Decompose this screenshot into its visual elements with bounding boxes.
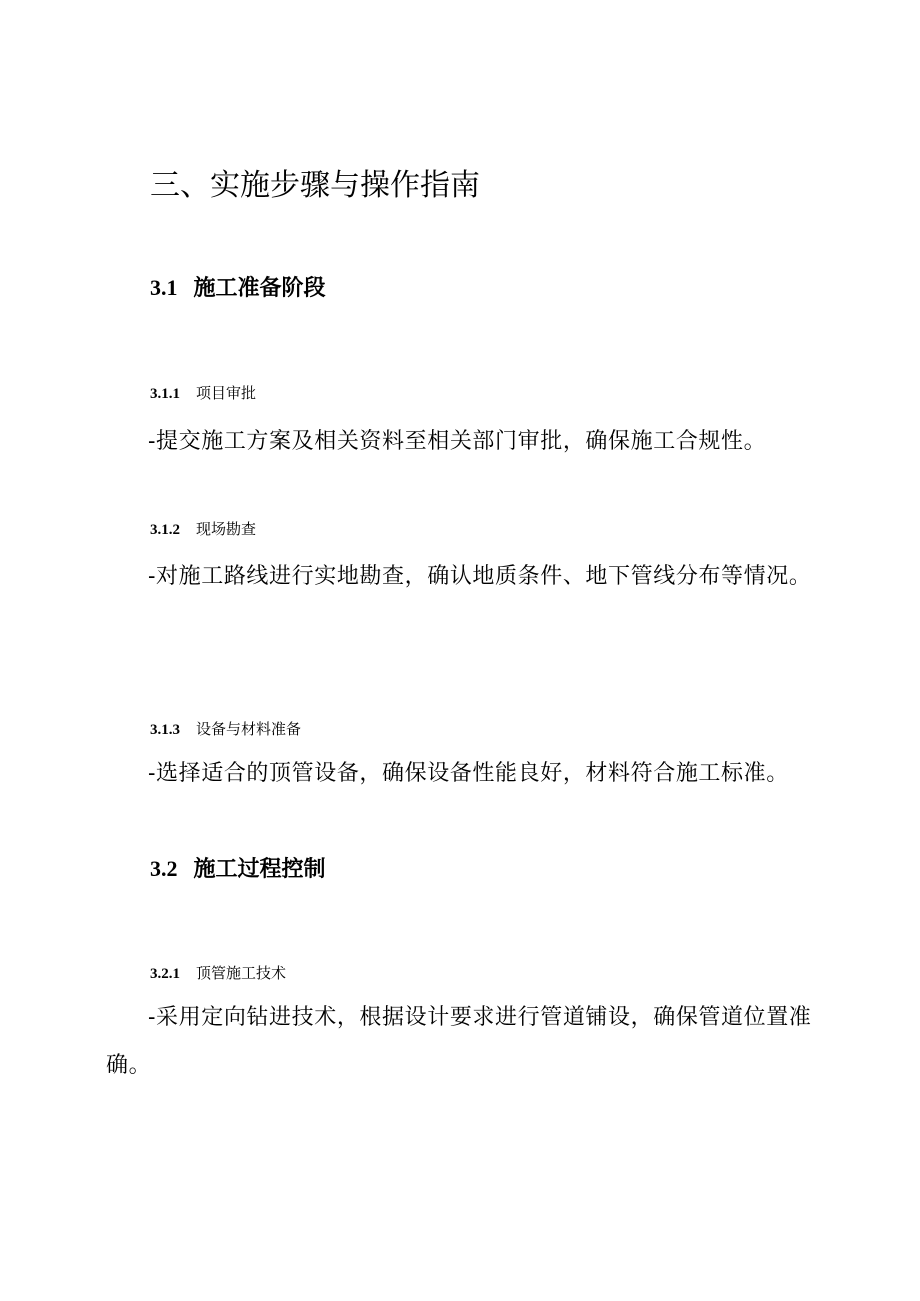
section-title: 施工过程控制 (193, 857, 326, 882)
paragraph-3-1-2: -对施工路线进行实地勘查，确认地质条件、地下管线分布等情况。 (148, 564, 812, 589)
section-heading-3-1 (150, 273, 326, 304)
subsection-title: 现场勘查 (196, 520, 257, 538)
subsection-heading-3-1-1 (150, 382, 256, 405)
section-number: 3.2 (150, 856, 178, 881)
subsection-heading-3-1-2 (150, 518, 256, 541)
subsection-heading-3-1-3 (150, 718, 301, 741)
section-title: 施工准备阶段 (193, 276, 326, 301)
subsection-title: 顶管施工技术 (196, 964, 287, 982)
paragraph-3-2-1: -采用定向钻进技术，根据设计要求进行管道铺设，确保管道位置准确。 (106, 1005, 812, 1078)
paragraph-3-1-3: -选择适合的顶管设备，确保设备性能良好，材料符合施工标准。 (148, 761, 789, 786)
subsection-number: 3.1.3 (150, 722, 180, 738)
subsection-number: 3.1.1 (150, 386, 180, 402)
subsection-number: 3.1.2 (150, 522, 180, 538)
subsection-title: 设备与材料准备 (196, 720, 302, 738)
subsection-number: 3.2.1 (150, 966, 180, 982)
paragraph-3-1-1: -提交施工方案及相关资料至相关部门审批，确保施工合规性。 (148, 429, 767, 454)
subsection-title: 项目审批 (196, 384, 257, 402)
section-number: 3.1 (150, 275, 178, 300)
section-heading-3-2 (150, 854, 326, 885)
subsection-heading-3-2-1 (150, 962, 286, 985)
chapter-title: 三、实施步骤与操作指南 (150, 168, 480, 203)
